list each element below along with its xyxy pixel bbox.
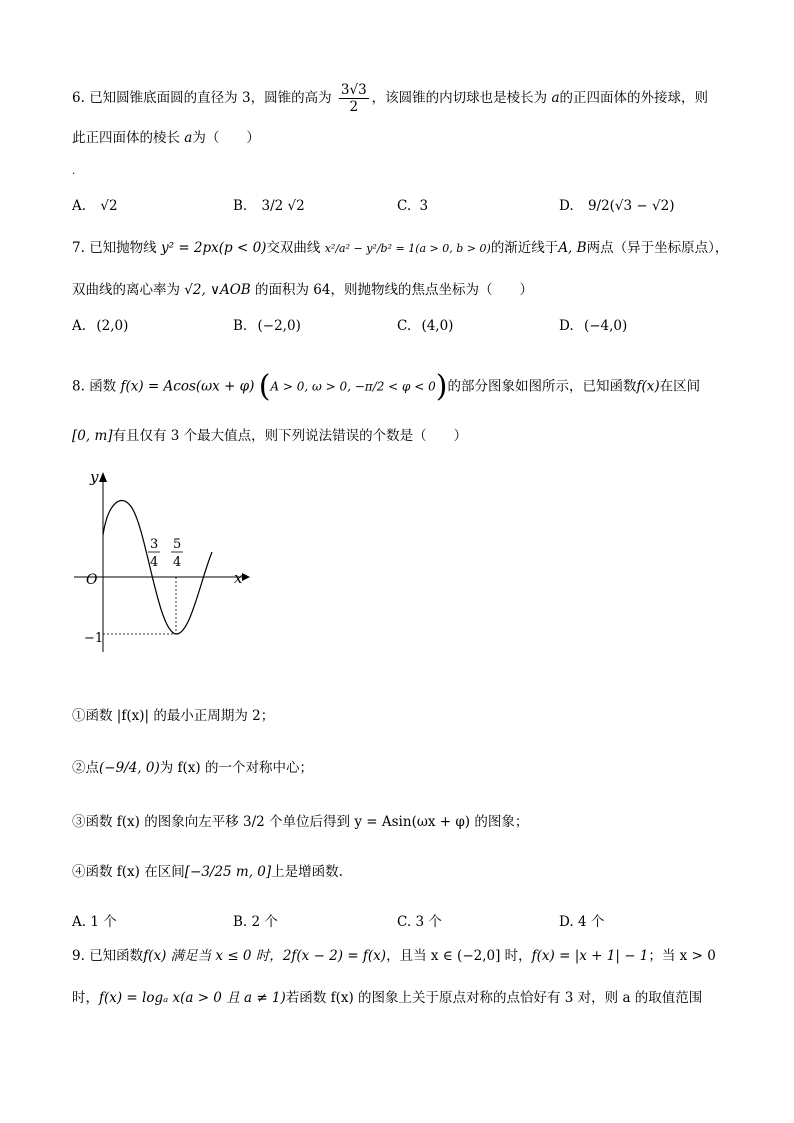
q8-number: 8. [72, 378, 85, 395]
q9-log-formula: f(x) = logₐ x(a > 0 且 a ≠ 1) [99, 990, 286, 1006]
q6-text-a: 已知圆锥底面圆的直径为 3，圆锥的高为 [89, 90, 332, 106]
q7-option-c[interactable] [397, 318, 453, 334]
option-value: 1 个 [90, 914, 117, 930]
q8-graph [70, 462, 260, 662]
q8-s3-frac: 3/2 [243, 814, 265, 830]
option-value: √2 [100, 198, 118, 214]
q6-option-a[interactable] [72, 198, 118, 214]
q7-eccentricity: √2, ∨AOB [184, 282, 251, 298]
q9-number: 9. [72, 948, 85, 964]
q8-text-b: 的部分图象如图所示，已知函数 [447, 378, 637, 395]
q9-text-b: f(x) 满足当 x ≤ 0 时， [143, 948, 283, 964]
q8-s2-b: 为 f(x) 的一个对称中心； [159, 760, 313, 776]
q6-number: 6. [72, 90, 85, 106]
q8-conditions: A > 0, ω > 0, −π/2 < φ < 0 [270, 379, 436, 394]
q8-s3-a: ③函数 f(x) 的图象向左平移 [72, 814, 239, 830]
q7-text-b: 交双曲线 [266, 240, 321, 256]
q8-option-c[interactable] [397, 910, 442, 930]
option-label: C. [397, 198, 412, 214]
option-label: D. [559, 198, 574, 214]
q8-statement-4 [72, 862, 343, 882]
tick-3-4-num: 3 [150, 537, 159, 552]
q9-text-d: ，且当 x ∈ (−2,0] 时， [386, 948, 532, 964]
q9-piece-formula: f(x) = |x + 1| − 1 [531, 948, 649, 964]
q7-hyperbola-formula: x²/a² − y²/b² = 1(a > 0, b > 0) [324, 242, 491, 255]
q8-text-a: 函数 [89, 378, 117, 395]
q9-text-a: 已知函数 [89, 948, 144, 964]
tick-5-4-num: 5 [173, 537, 182, 552]
q7-option-b[interactable] [233, 318, 301, 334]
q6-text-line2: 此正四面体的棱长 [72, 130, 180, 146]
q6-text-b: ，该圆锥的内切球也是棱长为 [371, 90, 548, 106]
q7-number: 7. [72, 240, 85, 256]
option-value: 2 个 [251, 914, 278, 930]
q6-text-c: 的正四面体的外接球，则 [559, 90, 709, 106]
q6-height-fraction [339, 82, 369, 115]
q6-var-a-2: a [184, 130, 193, 146]
q6-frac-num: 3√3 [340, 82, 367, 98]
q6-option-d[interactable] [559, 198, 674, 214]
q8-text-line2: 有且仅有 3 个最大值点，则下列说法错误的个数是（ ） [112, 428, 468, 444]
option-label: B. [233, 318, 248, 334]
option-value: (−4,0) [583, 318, 628, 334]
y-axis-arrow [99, 472, 107, 482]
q8-s4-b: 上是增函数. [271, 864, 343, 880]
q8-function-formula: f(x) = Acos(ωx + φ) [120, 378, 255, 395]
q6-var-a: a [551, 90, 560, 106]
q8-line1 [72, 369, 701, 404]
q8-s2-point: (−9/4, 0) [99, 760, 160, 776]
q8-option-b[interactable] [233, 910, 278, 930]
option-value: (−2,0) [257, 318, 301, 334]
q8-statement-2 [72, 758, 313, 778]
y-axis-label: y [90, 468, 99, 486]
option-label: A. [72, 318, 87, 334]
x-axis-label: x [234, 569, 243, 587]
q8-fx: f(x) [636, 378, 660, 395]
q7-option-a[interactable] [72, 318, 128, 334]
q9-text-line2c: 若函数 f(x) 的图象上关于原点对称的点恰好有 3 对，则 a 的取值范围 [285, 990, 703, 1006]
option-value: 9/2(√3 − √2) [587, 198, 675, 214]
q9-recurrence: 2f(x − 2) = f(x) [282, 948, 387, 964]
q8-s2-a: ②点 [72, 760, 99, 776]
option-value: 4 个 [577, 914, 605, 930]
option-value: 3 [419, 198, 429, 214]
q7-parabola-formula: y² = 2px(p < 0) [160, 240, 267, 256]
q8-s4-a: ④函数 f(x) 在区间 [72, 864, 185, 880]
x-axis-arrow [242, 573, 250, 581]
q6-line1 [72, 82, 708, 115]
q9-text-f: ；当 x > 0 [648, 948, 716, 964]
origin-label: O [86, 572, 98, 588]
q7-option-d[interactable] [559, 318, 627, 334]
option-label: A. [72, 198, 87, 214]
q6-option-c[interactable] [397, 198, 428, 214]
q6-option-b[interactable] [233, 198, 305, 214]
q8-statement-1: ①函数 |f(x)| 的最小正周期为 2； [72, 708, 275, 724]
q8-interval: [0, m] [72, 428, 113, 444]
q6-frac-den: 2 [349, 99, 359, 115]
q7-text-line2a: 双曲线的离心率为 [72, 282, 180, 298]
option-label: D. [559, 318, 574, 334]
q7-text-c: 的渐近线于 [490, 240, 559, 256]
q6-line2 [72, 128, 260, 148]
q6-text-line2b: 为（ ） [192, 130, 260, 146]
y-min-label: −1 [84, 631, 104, 646]
q9-line1 [72, 946, 716, 966]
q7-line1 [72, 238, 728, 259]
q7-text-a: 已知抛物线 [89, 240, 157, 256]
q8-line2 [72, 426, 467, 446]
q8-paren-open: ( [258, 369, 271, 404]
option-value: (4,0) [421, 318, 454, 334]
option-label: C. [397, 318, 412, 334]
option-label: D. [559, 914, 574, 930]
option-value: 3/2 √2 [261, 198, 305, 214]
q8-option-a[interactable] [72, 910, 117, 930]
q8-paren-close: ) [435, 369, 448, 404]
q9-text-line2a: 时， [72, 990, 99, 1006]
q8-option-d[interactable] [559, 910, 604, 930]
q6-stray-dot: . [72, 166, 76, 177]
q8-text-c: 在区间 [659, 378, 701, 395]
q7-line2 [72, 280, 533, 300]
tick-3-4-den: 4 [150, 555, 159, 570]
option-label: B. [233, 914, 248, 930]
q8-s4-interval: [−3/25 m, 0] [184, 864, 272, 880]
q7-points: A, B [558, 240, 587, 256]
option-value: (2,0) [96, 318, 129, 334]
q7-text-d: 两点（异于坐标原点）， [586, 240, 729, 256]
q7-text-line2b: 的面积为 64，则抛物线的焦点坐标为（ ） [255, 282, 533, 298]
q8-statement-3 [72, 812, 528, 832]
option-label: A. [72, 914, 87, 930]
tick-5-4-den: 4 [173, 555, 182, 570]
q9-line2 [72, 988, 702, 1008]
option-value: 3 个 [415, 914, 442, 930]
q8-s3-b: 个单位后得到 y = Asin(ωx + φ) 的图象； [269, 814, 529, 830]
option-label: C. [397, 914, 412, 930]
option-label: B. [233, 198, 248, 214]
